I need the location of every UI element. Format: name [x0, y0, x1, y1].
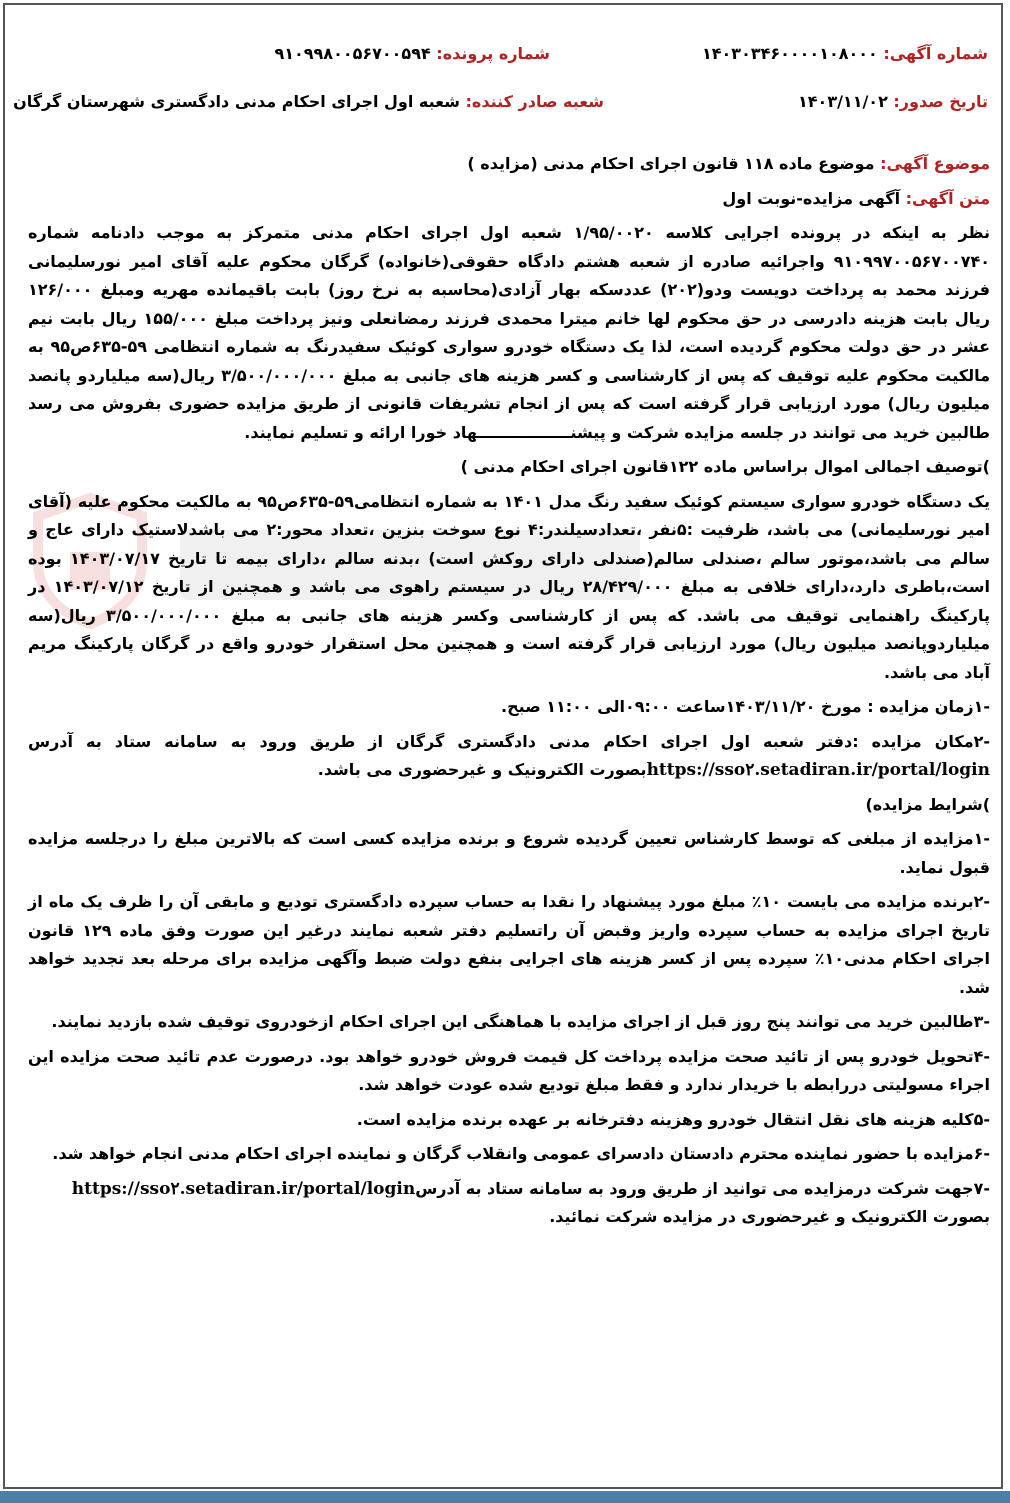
condition-4: -۴تحویل خودرو پس از تائید صحت مزایده پرداخت کل قیمت فروش خودرو خواهد بود. درصورت عدم تائید صحت مزایده این اجراء مسولیتی دررابطه با خریدار ندارد و فقط مبلغ تودیع شده عودت خواهد شد. — [28, 1046, 990, 1094]
conditions-title: )شرایط مزایده) — [865, 794, 990, 814]
condition-7 — [28, 1175, 990, 1232]
issuer — [13, 92, 604, 111]
condition-5: -۵کلیه هزینه های نقل انتقال خودرو وهزینه دفترخانه بر عهده برنده مزایده است. — [356, 1109, 990, 1129]
condition-6: -۶مزایده با حضور نماینده محترم دادستان دادسرای عمومی وانقلاب گرگان و نماینده اجرای احکام مدنی انجام خواهد شد. — [52, 1144, 990, 1163]
subject-label: موضوع آگهی: — [880, 154, 990, 173]
notice-body — [28, 150, 990, 1238]
subject-row — [28, 150, 990, 179]
auction-place-text: -۲مکان مزایده :دفتر شعبه اول اجرای احکام مدنی دادگستری گرگان از طریق ورود به سامانه ستاد به آدرس — [28, 731, 990, 751]
condition-7-url[interactable]: https://sso۲.setadiran.ir/portal/login — [71, 1178, 416, 1199]
notice-number-label: شماره آگهی: — [883, 44, 988, 63]
issue-date-value: ۱۴۰۳/۱۱/۰۲ — [798, 92, 888, 111]
subject-value: موضوع ماده ۱۱۸ قانون اجرای احکام مدنی (مزایده ) — [467, 154, 875, 173]
notice-number-value: ۱۴۰۳۰۳۴۶۰۰۰۰۱۰۸۰۰۰ — [702, 44, 878, 63]
notice-number — [702, 44, 988, 63]
description-title: )توصیف اجمالی اموال براساس ماده ۱۲۲قانون اجرای احکام مدنی ) — [460, 457, 990, 476]
bottom-bar — [0, 1491, 1010, 1503]
condition-1: -۱مزایده از مبلغی که توسط کارشناس تعیین گردیده شروع و برنده مزایده کسی است که بالاترین مبلغ را درجلسه مزایده قبول نماید. — [28, 829, 990, 877]
condition-7-suffix: بصورت الکترونیک و غیرحضوری در مزایده شرکت نمائید. — [549, 1207, 990, 1226]
file-number — [274, 44, 550, 63]
auction-place-url[interactable]: https://sso۲.setadiran.ir/portal/login — [646, 760, 990, 780]
auction-place — [28, 728, 990, 785]
auction-time: -۱زمان مزایده : مورخ ۱۴۰۳/۱۱/۲۰ساعت ۰۹:۰۰الی ۱۱:۰۰ صبح. — [501, 697, 990, 716]
issuer-label: شعبه صادر کننده: — [465, 92, 604, 111]
intro-paragraph: نظر به اینکه در پرونده اجرایی کلاسه ۱/۹۵/۰۰۲۰ شعبه اول اجرای احکام مدنی متمرکز به موجب دادنامه شماره ۹۱۰۹۹۷۰۰۵۶۷۰۰۷۴۰ واجرائیه صادره از شعبه هشتم دادگاه حقوقی(خانواده) گرگان محکوم علیه آقای امیر نورسلیمانی فرزند محمد به پرداخت دویست ودو(۲۰۲) عددسکه بهار آزادی(محاسبه به نرخ روز) بابت باقیمانده مهریه ومبلغ ۱۲۶/۰۰۰ ریال بابت هزینه دادرسی در حق محکوم لها خانم میترا محمدی فرزند رمضانعلی ونیز پرداخت مبلغ ۱۵۵/۰۰۰ ریال بابت نیم عشر در حق دولت محکوم گردیده است، لذا یک دستگاه خودرو سواری کوئیک سفیدرنگ به شماره انتظامی ۵۹-۶۳۵ص۹۵ به مالکیت محکوم علیه توقیف که پس از کارشناسی و کسر هزینه های جانبی به مبلغ ۳/۵۰۰/۰۰۰/۰۰۰ ریال(سه میلیاردو پانصد میلیون ریال) مورد ارزیابی قرار گرفته است که پس از انجام تشریفات قانونی از طریق مزایده حضوری بفروش می رسد طالبین خرید می توانند در جلسه مزایده شرکت و پیشنـــــــــــــــــهاد خورا ارائه و تسلیم نمایند. — [28, 223, 991, 442]
issue-date-label: تاریخ صدور: — [893, 92, 988, 111]
file-number-value: ۹۱۰۹۹۸۰۰۵۶۷۰۰۵۹۴ — [274, 44, 431, 63]
description-paragraph: یک دستگاه خودرو سواری سیستم کوئیک سفید رنگ مدل ۱۴۰۱ به شماره انتظامی۵۹-۶۳۵ص۹۵ به مالکیت محکوم علیه (آقای امیر نورسلیمانی) می باشد، ظرفیت :۵نفر ،تعدادسیلندر:۴ نوع سوخت بنزین ،تعداد محور:۲ می باشدلاستیک دارای عاج و سالم می باشد،موتور سالم ،صندلی سالم(صندلی دارای روکش است) ،بدنه سالم ،دارای بیمه تا تاریخ ۱۴۰۳/۰۷/۱۷ بوده است،باطری دارد،دارای خلافی به مبلغ ۲۸/۴۲۹/۰۰۰ ریال در سیستم راهوی می باشد و همچنین از تاریخ ۱۴۰۳/۰۷/۱۲ در پارکینگ راهنمایی توقیف می باشد. که پس از کارشناسی وکسر هزینه های جانبی به مبلغ ۳/۵۰۰/۰۰۰/۰۰۰ ریال(سه میلیاردوپانصد میلیون ریال) مورد ارزیابی قرار گرفته است و همچنین محل استقرار خودرو واقع در گرگان پارکینگ مریم آباد می باشد. — [28, 491, 991, 682]
condition-7-text: -۷جهت شرکت درمزایده می توانید از طریق ورود به سامانه ستاد به آدرس — [415, 1178, 990, 1198]
issue-date — [798, 92, 988, 111]
notice-text-label: متن آگهی: — [905, 188, 990, 208]
condition-3: -۳طالبین خرید می توانند پنج روز قبل از اجرای مزایده با هماهنگی این اجرای احکام ازخودروی توقیف شده بازدید نمایند. — [51, 1012, 990, 1031]
notice-text-row — [28, 185, 990, 214]
issuer-value: شعبه اول اجرای احکام مدنی دادگستری شهرستان گرگان — [13, 92, 460, 111]
notice-text-value: آگهی مزایده-نوبت اول — [722, 188, 901, 208]
condition-2: -۲برنده مزایده می بایست ۱۰٪ مبلغ مورد پیشنهاد را نقدا به حساب سپرده دادگستری تودیع و مابقی آن را ظرف یک ماه از تاریخ اجرای مزایده به حساب سپرده واریز وقبض آن راتسلیم دفتر شعبه نمایند درغیر این صورت وفق ماده ۱۲۹ قانون اجرای احکام مدنی۱۰٪ سپرده پس از کسر هزینه های اجرایی بنفع دولت ضبط وآگهی مزایده برای مرحله بعد تجدید خواهد شد. — [28, 892, 991, 997]
file-number-label: شماره پرونده: — [436, 44, 550, 63]
auction-place-suffix: بصورت الکترونیک و غیرحضوری می باشد. — [317, 760, 647, 779]
